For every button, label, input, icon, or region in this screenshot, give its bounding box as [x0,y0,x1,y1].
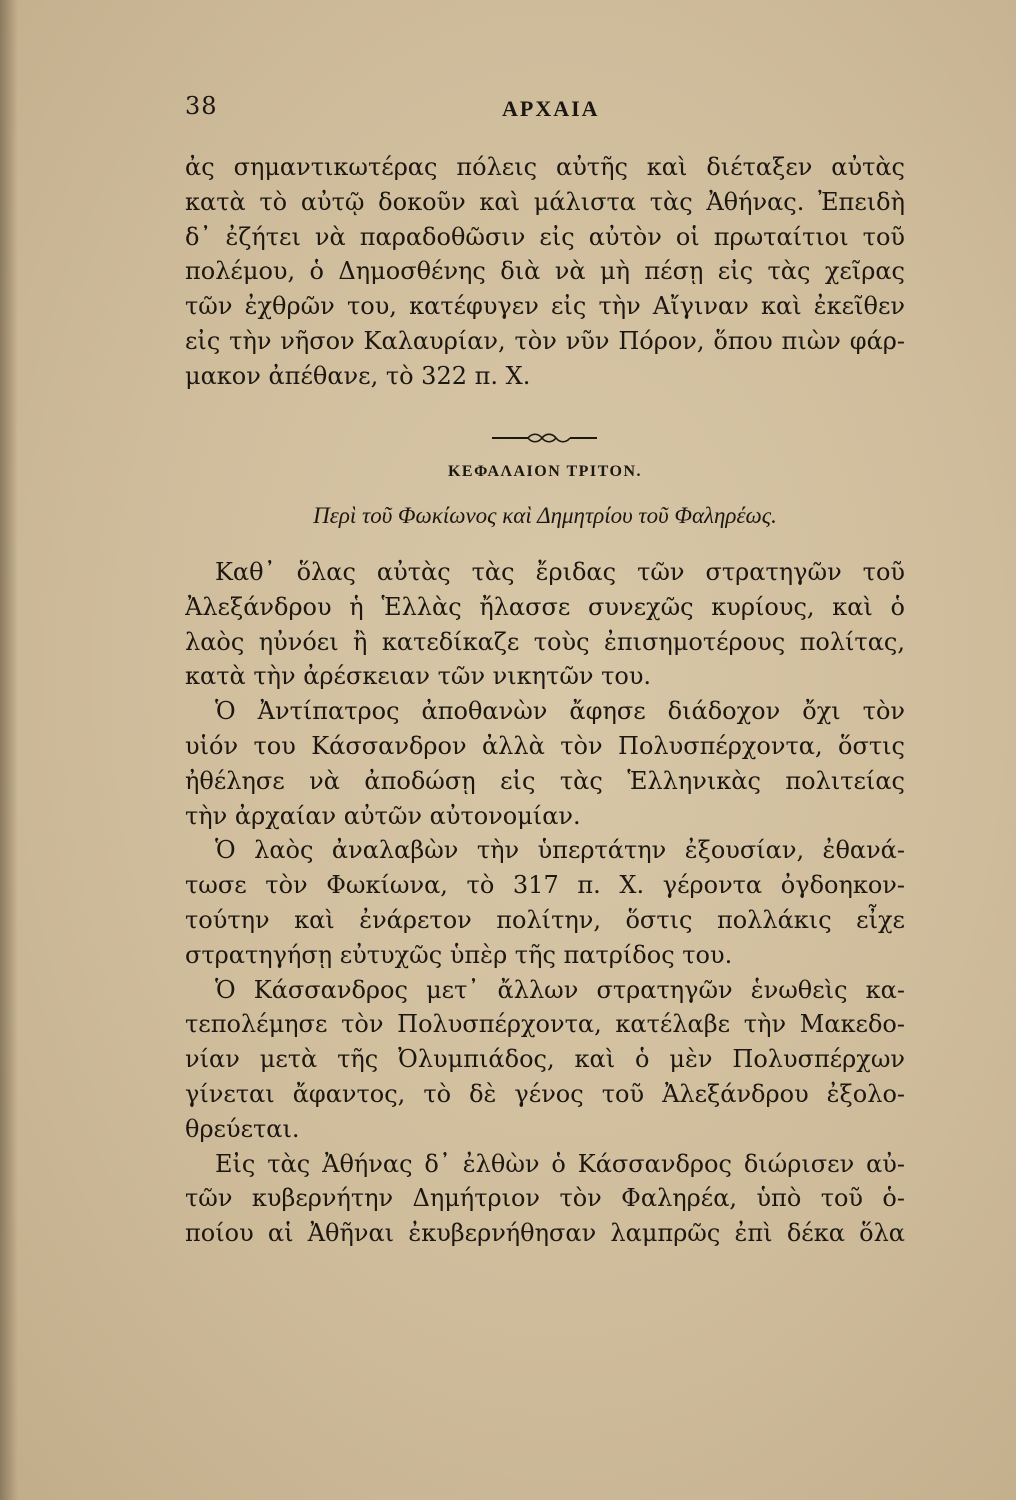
text-line: στρατηγήσῃ εὐτυχῶς ὑπὲρ τῆς πατρίδος του. [185,940,733,969]
text-line: Ὁ λαὸς ἀναλαβὼν τὴν ὑπερτάτην ἐξουσίαν, ἐθανά- [215,836,905,865]
text-line: λαὸς ηὐνόει ἢ κατεδίκαζε τοὺς ἐπισημοτέρους πολίτας, [185,627,905,656]
text-line: γίνεται ἄφαντος, τὸ δὲ γένος τοῦ Ἀλεξάνδρου ἐξολο- [185,1079,905,1108]
page-header [185,92,905,132]
text-line: Ἀλεξάνδρου ἡ Ἑλλὰς ἤλασσε συνεχῶς κυρίους, καὶ ὁ [185,592,905,621]
text-line: ἀς σημαντικωτέρας πόλεις αὐτῆς καὶ διέταξεν αὐτὰς [185,153,905,181]
text-line: Ὁ Ἀντίπατρος ἀποθανὼν ἄφησε διάδοχον ὄχι τὸν [215,697,905,726]
text-line: κατὰ τὴν ἀρέσκειαν τῶν νικητῶν του. [185,662,652,691]
text-line: Καθ᾿ ὅλας αὐτὰς τὰς ἔριδας τῶν στρατηγῶν τοῦ [215,558,905,586]
text-line: κατὰ τὸ αὐτῷ δοκοῦν καὶ μάλιστα τὰς Ἀθήνας. Ἐπειδὴ [185,187,905,216]
text-line: πολέμου, ὁ Δημοσθένης διὰ νὰ μὴ πέσῃ εἰς τὰς χεῖρας [185,257,905,286]
chapter-body [185,555,905,1251]
page-number: 38 [185,92,218,120]
text-line: τεπολέμησε τὸν Πολυσπέρχοντα, κατέλαβε τὴν Μακεδο- [185,1010,905,1039]
text-line: ἠθέλησε νὰ ἀποδώσῃ εἰς τὰς Ἑλληνικὰς πολιτείας [185,766,905,795]
text-line: θρεύεται. [185,1114,300,1143]
text-line: Ὁ Κάσσανδρος μετ᾿ ἄλλων στρατηγῶν ἑνωθεὶς κα- [215,975,905,1004]
text-line: ποίου αἱ Ἀθῆναι ἐκυβερνήθησαν λαμπρῶς ἐπὶ δέκα ὅλα [185,1219,905,1248]
text-line: τὴν ἀρχαίαν αὐτῶν αὐτονομίαν. [185,801,581,830]
text-line: τῶν κυβερνήτην Δημήτριον τὸν Φαληρέα, ὑπὸ τοῦ ὁ- [185,1184,905,1213]
text-line: νίαν μετὰ τῆς Ὀλυμπιάδος, καὶ ὁ μὲν Πολυσπέρχων [185,1045,905,1074]
continued-paragraph [185,150,905,394]
text-line: υἱόν του Κάσσανδρον ἀλλὰ τὸν Πολυσπέρχοντα, ὅστις [185,731,905,760]
text-line: τῶν ἐχθρῶν του, κατέφυγεν εἰς τὴν Αἴγιναν καὶ ἐκεῖθεν [185,292,905,321]
text-line: εἰς τὴν νῆσον Καλαυρίαν, τὸν νῦν Πόρον, ὅπου πιὼν φάρ- [185,326,905,355]
text-line: τούτην καὶ ἐνάρετον πολίτην, ὅστις πολλάκις εἶχε [185,905,905,934]
page-spine-shadow [0,0,18,1500]
text-line: τωσε τὸν Φωκίωνα, τὸ 317 π. Χ. γέροντα ὀγδοηκον- [185,871,905,900]
ornamental-divider [492,431,597,445]
text-line: δ᾿ ἐζήτει νὰ παραδοθῶσιν εἰς αὐτὸν οἱ πρωταίτιοι τοῦ [185,222,905,251]
text-line: Εἰς τὰς Ἀθήνας δ᾿ ἐλθὼν ὁ Κάσσανδρος διώρισεν αὐ- [215,1149,905,1178]
chapter-title: ΚΕΦΑΛΑΙΟΝ ΤΡΙΤΟΝ. [447,463,643,480]
running-head: ΑΡΧΑΙΑ [502,96,600,121]
chapter-subtitle: Περὶ τοῦ Φωκίωνος καὶ Δημητρίου τοῦ Φαληρέως. [313,503,777,528]
text-line: μακον ἀπέθανε, τὸ 322 π. Χ. [185,361,531,390]
